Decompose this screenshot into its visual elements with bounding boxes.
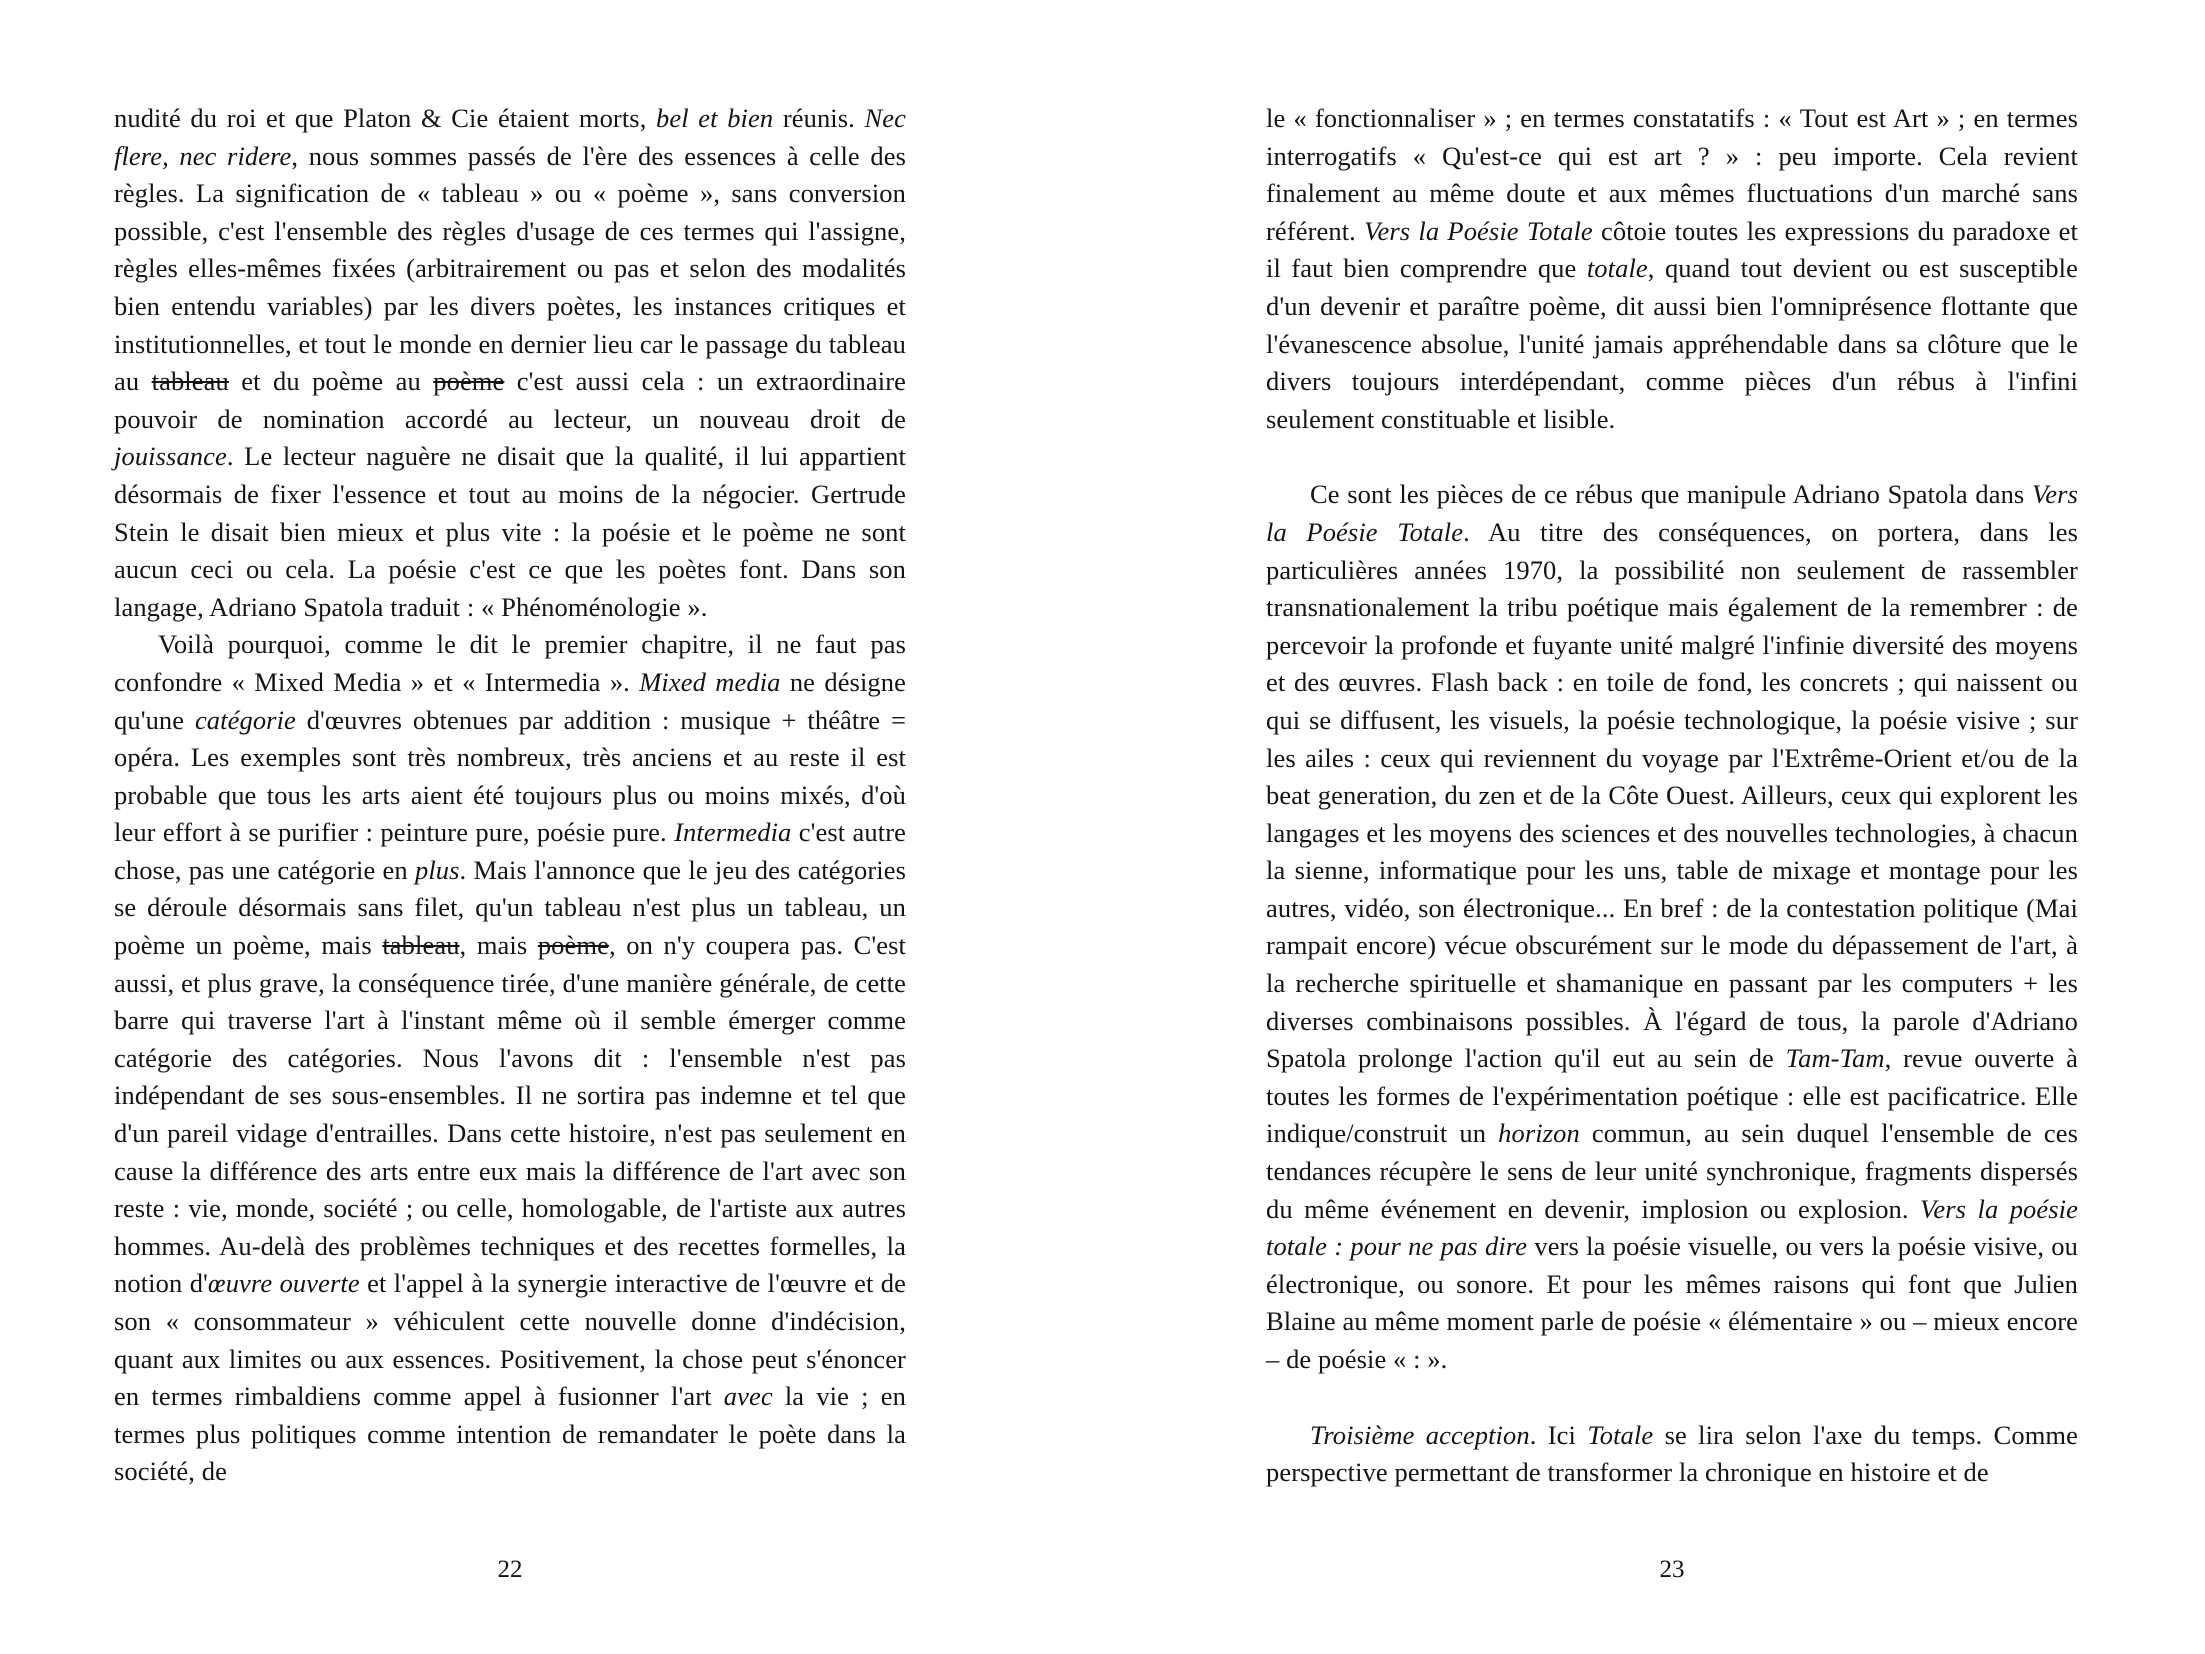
italic-text: Totale xyxy=(1587,1419,1654,1450)
page-number: 22 xyxy=(497,1556,523,1583)
italic-text: œuvre ouverte xyxy=(207,1268,360,1299)
italic-text: Vers la Poésie Totale xyxy=(1364,215,1593,246)
body-text: et l'appel à la synergie interactive de l'œuvre et de son « consommateur » véhiculent cette nouvelle donne d'indécision, quant aux limites ou aux essences. Positivement, la chose peut s'énoncer en termes rimbaldiens comme appel à fusionner l'art xyxy=(114,1268,906,1412)
body-text: Voilà pourquoi, comme le dit le premier chapitre, il ne faut pas confondre « Mixed Media » et « Intermedia ». xyxy=(114,629,906,697)
italic-text: bel et bien xyxy=(656,103,774,133)
body-text: d'œuvres obtenues par addition : musique + théâtre = opéra. Les exemples sont très nombreux, très anciens et au reste il est probable que tous les arts aient été toujours plus ou moins mixés, d'où leur effort à se purifier : peinture pure, poésie pure. xyxy=(114,704,906,848)
body-text: c'est autre chose, pas une catégorie en xyxy=(114,817,906,885)
paragraph xyxy=(114,100,906,626)
body-text: nudité du roi et que Platon & Cie étaient morts, xyxy=(114,103,657,133)
page-number: 23 xyxy=(1659,1556,1685,1583)
body-text: se lira selon l'axe du temps. Comme perspective permettant de transformer la chronique en histoire et de xyxy=(1266,1419,2079,1488)
italic-text: Vers la Poésie Totale xyxy=(1266,479,2078,547)
page-left xyxy=(0,0,1102,1654)
italic-text: horizon xyxy=(1498,1118,1580,1149)
paragraph xyxy=(114,626,906,1491)
italic-text: Nec flere, nec ridere xyxy=(114,103,906,171)
body-text: , quand tout devient ou est susceptible d'un devenir et paraître poème, dit aussi bien l'omniprésence flottante que l'évanescence absolue, l'unité jamais appréhendable dans sa clôture que le divers toujours interdépendant, comme pièces d'un rébus à l'infini seulement constituable et lisible. xyxy=(1266,253,2078,434)
italic-text: jouissance xyxy=(114,441,227,472)
italic-text: Troisième acception xyxy=(1310,1419,1530,1450)
italic-text: Vers la poésie totale : pour ne pas dire xyxy=(1266,1193,2078,1262)
struck-text: tableau xyxy=(151,366,229,397)
body-text: . Ici xyxy=(1529,1419,1588,1450)
body-text: vers la poésie visuelle, ou vers la poésie visive, ou électronique, ou sonore. Et pour les mêmes raisons qui font que Julien Blaine au même moment parle de poésie « élémentaire » ou – mieux encore – de poésie « : ». xyxy=(1266,1231,2079,1374)
page-right xyxy=(1102,0,2205,1654)
body-text: . Au titre des conséquences, on portera, dans les particulières années 1970, la possibilité non seulement de rassembler transnationalement la tribu poétique mais également de la remembrer : de percevoir la profonde et fuyante unité malgré l'infinie diversité des moyens et des œuvres. Flash back : en toile de fond, les concrets ; qui naissent ou qui se diffusent, les visuels, la poésie technologique, la poésie visive ; sur les ailes : ceux qui reviennent du voyage par l'Extrême-Orient et/ou de la beat generation, du zen et de la Côte Ouest. Ailleurs, ceux qui explorent les langages et les moyens des sciences et des nouvelles technologies, à chacun la sienne, informatique pour les uns, table de mixage et montage pour les autres, vidéo, son électronique... En bref : de la contestation politique (Mai rampait encore) vécue obscurément sur le mode du dépassement de l'art, à la recherche spirituelle et shamanique en passant par les computers + les diverses combinaisons possibles. À l'égard de tous, la parole d'Adriano Spatola prolonge l'action qu'il eut au sein de xyxy=(1266,516,2078,1074)
body-text: Ce sont les pièces de ce rébus que manipule Adriano Spatola dans xyxy=(1310,479,2032,510)
struck-text: poème xyxy=(433,366,505,397)
body-text: côtoie toutes les expressions du paradoxe et il faut bien comprendre que xyxy=(1266,215,2079,284)
body-text: le « fonctionnaliser » ; en termes constatatifs : « Tout est Art » ; en termes interrogatifs « Qu'est-ce qui est art ? » : peu importe. Cela revient finalement au même doute et aux mêmes fluctuations d'un marché sans référent. xyxy=(1266,103,2078,246)
italic-text: Intermedia xyxy=(674,817,792,848)
body-text: et du poème au xyxy=(228,366,434,397)
page-text xyxy=(114,100,906,1491)
paragraph xyxy=(1266,100,2078,438)
body-text: commun, au sein duquel l'ensemble de ces tendances récupère le sens de leur unité synchronique, fragments dispersés du même événement en devenir, implosion ou explosion. xyxy=(1266,1118,2078,1224)
body-text: , mais xyxy=(459,930,538,961)
body-text: , nous sommes passés de l'ère des essences à celle des règles. La signification de « tableau » ou « poème », sans conversion possible, c'est l'ensemble des règles d'usage de ces termes qui l'assigne, règles elles-mêmes fixées (arbitrairement ou pas et selon des modalités bien entendu variables) par les divers poètes, les instances critiques et institutionnelles, et tout le monde en dernier lieu car le passage du tableau au xyxy=(114,140,906,397)
paragraph xyxy=(1266,476,2078,1378)
page-text xyxy=(1266,100,2078,1492)
struck-text: tableau xyxy=(382,930,460,961)
paragraph xyxy=(1266,1417,2078,1492)
italic-text: plus xyxy=(414,854,460,885)
italic-text: avec xyxy=(723,1381,773,1412)
body-text: ne désigne qu'une xyxy=(114,666,906,735)
struck-text: poème xyxy=(537,930,609,961)
italic-text: catégorie xyxy=(194,704,296,735)
italic-text: Mixed media xyxy=(639,666,781,697)
body-text: c'est aussi cela : un extraordinaire pouvoir de nomination accordé au lecteur, un nouveau droit de xyxy=(114,366,907,434)
italic-text: Tam-Tam xyxy=(1785,1043,1885,1074)
italic-text: totale xyxy=(1586,253,1648,284)
body-text: . Le lecteur naguère ne disait que la qualité, il lui appartient désormais de fixer l'essence et tout au moins de la négocier. Gertrude Stein le disait bien mieux et plus vite : la poésie et le poème ne sont aucun ceci ou cela. La poésie c'est ce que les poètes font. Dans son langage, Adriano Spatola traduit : « Phénoménologie ». xyxy=(114,441,906,622)
body-text: , revue ouverte à toutes les formes de l'expérimentation poétique : elle est pacificatrice. Elle indique/construit un xyxy=(1266,1043,2079,1149)
body-text: réunis. xyxy=(773,103,865,133)
body-text: la vie ; en termes plus politiques comme intention de remandater le poète dans la société, de xyxy=(114,1381,906,1487)
body-text: , on n'y coupera pas. C'est aussi, et plus grave, la conséquence tirée, d'une manière générale, de cette barre qui traverse l'art à l'instant même où il semble émerger comme catégorie des catégories. Nous l'avons dit : l'ensemble n'est pas indépendant de ses sous-ensembles. Il ne sortira pas indemne et tel que d'un pareil vidage d'entrailles. Dans cette histoire, n'est pas seulement en cause la différence des arts entre eux mais la différence de l'art avec son reste : vie, monde, société ; ou celle, homologable, de l'artiste aux autres hommes. Au-delà des problèmes techniques et des recettes formelles, la notion d' xyxy=(114,930,906,1299)
body-text: . Mais l'annonce que le jeu des catégories se déroule désormais sans filet, qu'un tableau n'est plus un tableau, un poème un poème, mais xyxy=(114,854,906,961)
